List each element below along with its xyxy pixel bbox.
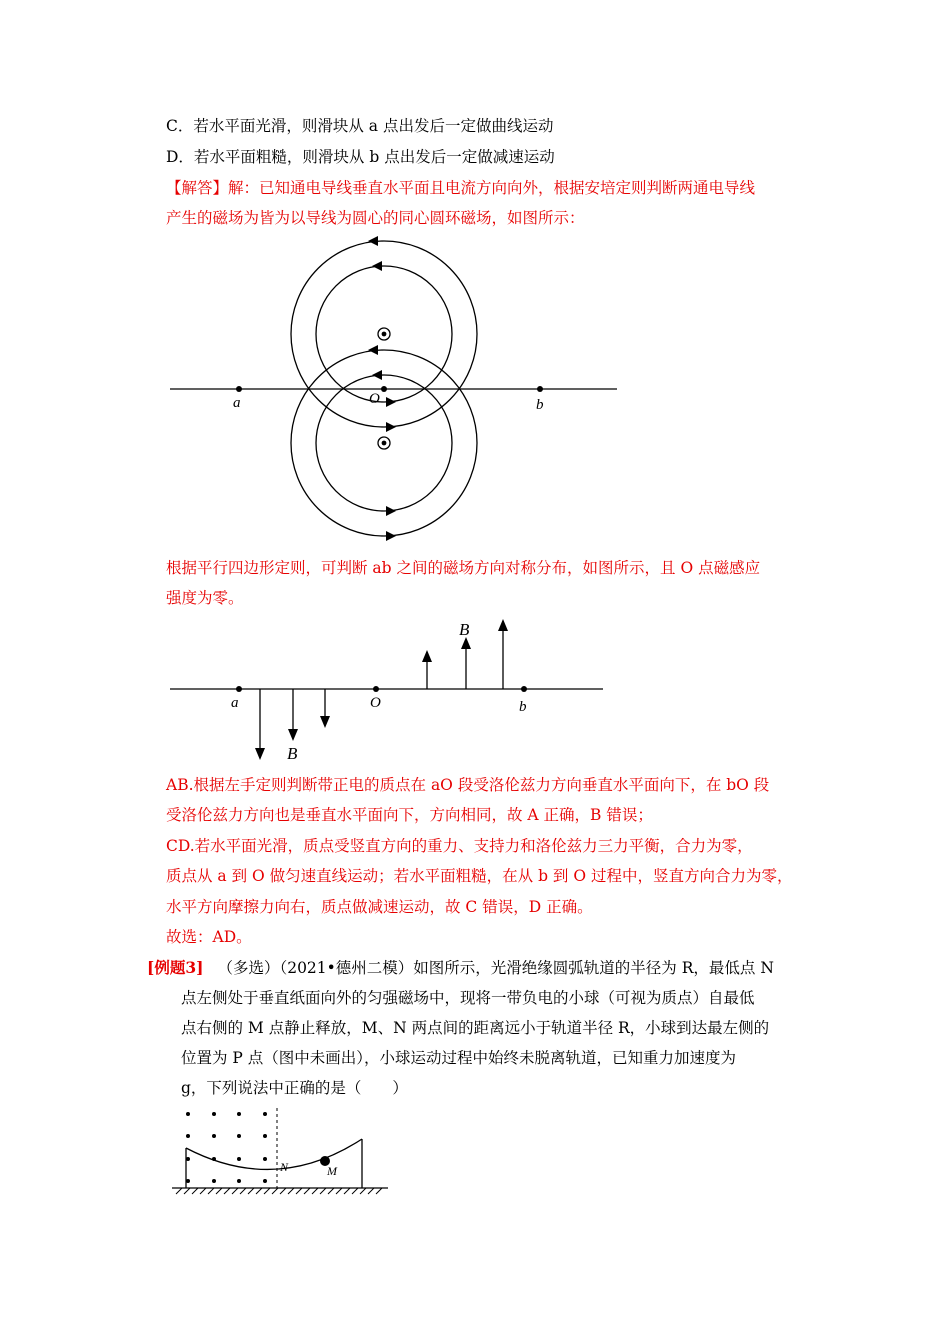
fig2-label-b-up: B	[459, 620, 470, 639]
answer-intro: 解：已知通电导线垂直水平面且电流方向向外，根据安培定则判断两通电导线	[228, 179, 756, 197]
example3-line-2: 点左侧处于垂直纸面向外的匀强磁场中，现将一带负电的小球（可视为质点）自最低	[181, 989, 755, 1007]
example3-line-5: g，下列说法中正确的是（ ）	[181, 1079, 408, 1097]
answer-ab-line-2: 受洛伦兹力方向也是垂直水平面向下，方向相同，故 A 正确，B 错误；	[166, 806, 653, 824]
answer-cd-line-2: 质点从 a 到 O 做匀速直线运动；若水平面粗糙，在从 b 到 O 过程中，竖直方向合力为零，	[166, 867, 793, 885]
answer-line-2: 产生的磁场为皆为以导线为圆心的同心圆环磁场，如图所示：	[166, 209, 585, 227]
fig1-label-b: b	[536, 397, 544, 413]
example3-tag: [例题3]	[147, 958, 204, 977]
answer-para2-line-2: 强度为零。	[166, 589, 244, 607]
fig3-label-m: M	[327, 1164, 337, 1178]
option-c: C．若水平面光滑，则滑块从 a 点出发后一定做曲线运动	[166, 117, 554, 135]
example3-line-3: 点右侧的 M 点静止释放，M、N 两点间的距离远小于轨道半径 R，小球到达最左侧的	[181, 1019, 770, 1037]
fig1-label-o: O	[369, 391, 380, 407]
answer-choice: 故选：AD。	[166, 928, 252, 946]
fig2-label-b-down: B	[287, 744, 298, 763]
example3-line-1: [例题3] （多选）（2021•德州二模）如图所示，光滑绝缘圆弧轨道的半径为 R，最低点 N	[147, 958, 774, 977]
fig2-label-o: O	[370, 695, 381, 711]
fig2-label-a: a	[231, 695, 239, 711]
answer-cd-line-1: CD.若水平面光滑，质点受竖直方向的重力、支持力和洛伦兹力三力平衡，合力为零，	[166, 837, 753, 855]
fig3-label-n: N	[280, 1160, 289, 1174]
fig3-ground-hatch	[176, 1188, 382, 1194]
answer-tag: 【解答】	[166, 179, 229, 197]
option-d: D．若水平面粗糙，则滑块从 b 点出发后一定做减速运动	[166, 148, 555, 166]
fig1-label-a: a	[233, 395, 241, 411]
fig2-label-b: b	[519, 699, 527, 715]
example3-line-4: 位置为 P 点（图中未画出），小球运动过程中始终未脱离轨道，已知重力加速度为	[181, 1049, 737, 1067]
answer-ab-line-1: AB.根据左手定则判断带正电的质点在 aO 段受洛伦兹力方向垂直水平面向下，在 bO 段	[166, 776, 770, 794]
answer-para2-line-1: 根据平行四边形定则，可判断 ab 之间的磁场方向对称分布，如图所示，且 O 点磁感应	[166, 559, 761, 577]
answer-cd-line-3: 水平方向摩擦力向右，质点做减速运动，故 C 错误，D 正确。	[166, 898, 593, 916]
fig3-field-dots	[186, 1112, 267, 1183]
